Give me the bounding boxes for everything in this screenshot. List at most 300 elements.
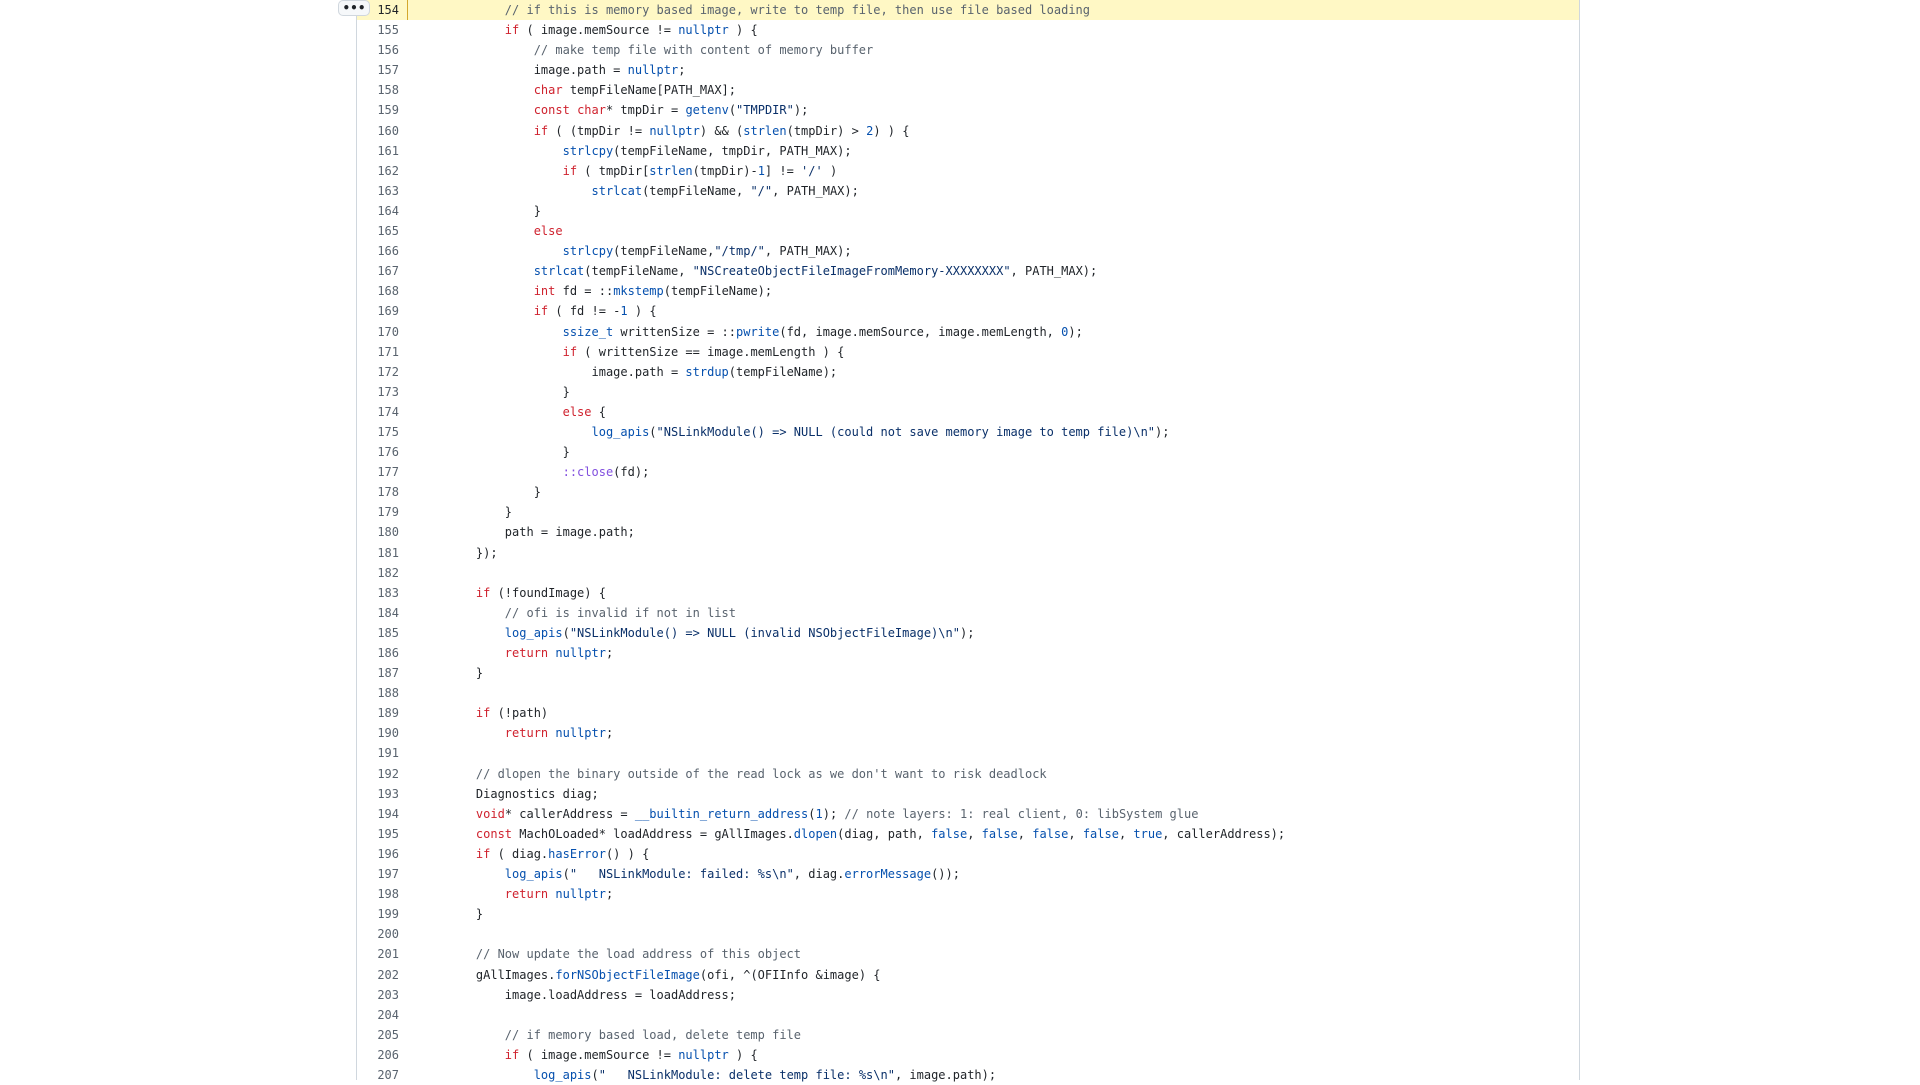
code-token: "/tmp/" — [714, 244, 765, 259]
code-token: ; — [605, 887, 614, 902]
code-text — [447, 904, 483, 924]
code-line — [357, 1025, 1579, 1045]
code-token: // ofi is invalid if not in list — [447, 605, 736, 620]
code-text — [447, 543, 498, 563]
line-number[interactable]: 207 — [377, 1067, 399, 1082]
code-token: ) { — [728, 23, 758, 38]
code-line — [357, 764, 1579, 784]
code-token: const — [533, 103, 570, 118]
code-token: tempFileName[PATH_MAX]; — [562, 83, 736, 98]
line-number[interactable]: 188 — [377, 686, 399, 701]
code-line — [357, 723, 1579, 743]
code-token — [447, 867, 505, 881]
code-token: (!foundImage) { — [490, 585, 606, 600]
code-token: char — [577, 103, 606, 118]
line-number[interactable]: 170 — [377, 324, 399, 339]
code-token: * callerAddress = — [504, 806, 635, 821]
code-text — [447, 784, 599, 804]
code-line — [357, 221, 1579, 241]
code-token: '/' — [801, 163, 823, 178]
code-token: ); — [822, 806, 845, 821]
code-token: if — [475, 585, 491, 600]
code-token: " NSLinkModule: delete temp file: %s\n" — [598, 1067, 895, 1082]
line-number[interactable]: 183 — [377, 585, 399, 600]
line-number[interactable]: 189 — [377, 706, 399, 721]
code-token: return — [504, 646, 549, 660]
code-token: int — [533, 284, 556, 299]
code-line — [357, 1045, 1579, 1065]
code-text — [447, 502, 512, 522]
code-token: ); — [959, 625, 975, 640]
code-line — [357, 583, 1579, 603]
code-text — [447, 141, 852, 161]
code-token — [570, 103, 577, 117]
line-number[interactable]: 206 — [377, 1047, 399, 1062]
code-line — [357, 462, 1579, 482]
code-line — [357, 261, 1579, 281]
line-number[interactable]: 198 — [377, 887, 399, 902]
line-number[interactable]: 158 — [377, 83, 399, 98]
code-token: } — [447, 907, 484, 922]
line-number[interactable]: 165 — [377, 224, 399, 239]
code-line — [357, 201, 1579, 221]
code-token: log_apis — [533, 1067, 592, 1082]
code-token: nullptr — [555, 726, 606, 741]
code-text — [447, 643, 613, 663]
code-token: mkstemp — [613, 284, 664, 299]
code-line — [357, 623, 1579, 643]
code-token: strlcat — [591, 183, 643, 198]
code-text — [447, 221, 563, 241]
highlight-marker — [407, 0, 408, 20]
code-token: // dlopen the binary outside of the read lock as we don't want to risk deadlock — [447, 766, 1047, 781]
code-view — [356, 0, 1580, 1080]
code-text — [447, 402, 606, 422]
line-number[interactable]: 187 — [377, 666, 399, 681]
code-token: ) — [822, 163, 838, 178]
code-token: image.path = — [447, 63, 628, 78]
code-line — [357, 60, 1579, 80]
code-line — [357, 422, 1579, 442]
code-token — [447, 244, 563, 258]
code-token — [447, 184, 592, 198]
code-token: writtenSize = :: — [613, 324, 736, 339]
code-token: // if memory based load, delete temp file — [447, 1027, 802, 1042]
code-text — [447, 422, 1169, 442]
expand-lines-button[interactable] — [338, 0, 370, 16]
line-number[interactable]: 169 — [377, 304, 399, 319]
code-line — [357, 382, 1579, 402]
code-token: (fd); — [613, 465, 650, 480]
code-line — [357, 301, 1579, 321]
code-token: image.path = — [447, 364, 686, 379]
code-token: } — [447, 203, 541, 218]
code-token: ) { — [627, 304, 657, 319]
line-number[interactable]: 202 — [377, 967, 399, 982]
code-token: , diag. — [793, 867, 845, 882]
line-number[interactable]: 197 — [377, 867, 399, 882]
code-text — [447, 864, 960, 884]
code-line — [357, 944, 1579, 964]
code-text — [447, 703, 548, 723]
code-token: if — [562, 163, 578, 178]
code-text — [447, 1065, 996, 1085]
code-token: ( — [728, 103, 737, 118]
code-text — [447, 824, 1285, 844]
line-number[interactable]: 154 — [377, 3, 399, 17]
code-token: log_apis — [591, 424, 650, 439]
code-text — [447, 844, 649, 864]
code-token: false — [931, 826, 968, 841]
code-line — [357, 402, 1579, 422]
code-token: ); — [1068, 324, 1083, 339]
code-text — [447, 462, 649, 482]
code-text — [447, 804, 1198, 824]
code-token: const — [475, 826, 513, 841]
line-number[interactable]: 155 — [377, 23, 399, 38]
code-token: ( diag. — [490, 846, 549, 861]
code-text — [447, 663, 483, 683]
code-token: // note layers: 1: real client, 0: libSystem glue — [844, 806, 1199, 821]
code-line — [357, 743, 1579, 763]
code-token: if — [533, 304, 549, 319]
code-token: ( — [562, 625, 570, 640]
line-number[interactable]: 156 — [377, 43, 399, 58]
line-number[interactable]: 184 — [377, 605, 399, 620]
code-token: log_apis — [504, 625, 563, 640]
code-token: ( — [649, 424, 657, 439]
code-token — [447, 264, 534, 278]
line-number[interactable]: 194 — [377, 806, 399, 821]
line-number[interactable]: 167 — [377, 264, 399, 279]
code-token: false — [1082, 826, 1119, 841]
code-text — [447, 181, 859, 201]
code-line — [357, 884, 1579, 904]
line-number[interactable]: 196 — [377, 846, 399, 861]
line-number[interactable]: 172 — [377, 364, 399, 379]
code-token: char — [533, 83, 563, 98]
code-token — [447, 847, 476, 861]
line-number[interactable]: 185 — [377, 625, 399, 640]
line-number[interactable]: 161 — [377, 143, 399, 158]
code-text — [447, 1045, 758, 1065]
code-line — [357, 1065, 1579, 1085]
code-token: (fd, image.memSource, image.memLength, — [779, 324, 1062, 339]
code-text — [447, 764, 1047, 784]
code-text — [447, 100, 808, 120]
line-number[interactable]: 179 — [377, 505, 399, 520]
code-token: return — [504, 726, 549, 741]
code-token: strlcpy — [562, 143, 614, 158]
code-token — [447, 103, 534, 117]
line-number[interactable]: 200 — [377, 927, 399, 942]
code-token: if — [562, 344, 578, 359]
line-number[interactable]: 166 — [377, 244, 399, 259]
code-token: * tmpDir = — [605, 103, 686, 118]
code-text — [447, 623, 974, 643]
code-line — [357, 502, 1579, 522]
code-line — [357, 844, 1579, 864]
code-token: } — [447, 485, 541, 500]
line-number[interactable]: 201 — [377, 947, 399, 962]
code-line — [357, 181, 1579, 201]
code-token — [447, 807, 476, 821]
code-token: strlen — [743, 123, 787, 138]
code-token: if — [504, 1047, 520, 1062]
code-token — [447, 284, 534, 298]
code-token: gAllImages. — [447, 967, 556, 982]
line-number[interactable]: 176 — [377, 445, 399, 460]
code-line — [357, 40, 1579, 60]
code-token: strlcat — [533, 264, 585, 279]
code-text — [447, 20, 758, 40]
code-token: } — [447, 505, 513, 520]
code-token: ( (tmpDir != — [548, 123, 650, 138]
code-token: "/" — [750, 183, 773, 198]
code-token: strlen — [649, 163, 693, 178]
code-token — [447, 887, 505, 901]
code-line — [357, 924, 1579, 944]
line-number[interactable]: 180 — [377, 525, 399, 540]
code-token — [447, 164, 563, 178]
code-token: (!path) — [490, 706, 549, 721]
code-token: (tempFileName, tmpDir, PATH_MAX); — [613, 143, 852, 158]
line-number[interactable]: 193 — [377, 786, 399, 801]
code-line — [357, 80, 1579, 100]
code-text — [447, 944, 801, 964]
code-token: () ) { — [605, 846, 650, 861]
code-token: // make temp file with content of memory buffer — [447, 43, 874, 58]
code-token: true — [1133, 826, 1163, 841]
code-token: false — [981, 826, 1018, 841]
code-token: "NSLinkModule() => NULL (could not save memory image to temp file)\n" — [656, 424, 1156, 439]
code-token: ( — [591, 1067, 599, 1082]
code-token: void — [475, 806, 505, 821]
code-line — [357, 703, 1579, 723]
code-line — [357, 342, 1579, 362]
code-text — [447, 382, 570, 402]
code-line — [357, 784, 1579, 804]
code-line — [357, 543, 1579, 563]
code-token: } — [447, 666, 484, 681]
code-token: , — [1068, 826, 1083, 841]
code-text — [447, 80, 736, 100]
line-number[interactable]: 175 — [377, 424, 399, 439]
code-token: ssize_t — [562, 324, 614, 339]
line-number[interactable]: 204 — [377, 1007, 399, 1022]
code-token: else — [533, 224, 563, 239]
code-token: 1 — [815, 806, 823, 821]
code-text — [447, 121, 909, 141]
code-token: , PATH_MAX); — [772, 183, 859, 198]
line-number[interactable]: 191 — [377, 746, 399, 761]
code-token — [447, 827, 476, 841]
code-token: ) ) { — [873, 123, 910, 138]
line-number[interactable]: 181 — [377, 545, 399, 560]
code-token: nullptr — [649, 123, 700, 138]
line-number[interactable]: 171 — [377, 344, 399, 359]
code-token: ( — [562, 867, 570, 882]
line-number[interactable]: 157 — [377, 63, 399, 78]
code-text — [447, 241, 852, 261]
line-number[interactable]: 163 — [377, 183, 399, 198]
code-line — [357, 603, 1579, 623]
line-number[interactable]: 174 — [377, 404, 399, 419]
code-token: (tmpDir)- — [692, 163, 758, 178]
code-token — [447, 726, 505, 740]
code-token: ) { — [728, 1047, 758, 1062]
code-token: ::close — [562, 465, 614, 480]
code-token: // Now update the load address of this object — [447, 947, 802, 962]
code-line — [357, 824, 1579, 844]
code-text — [447, 603, 736, 623]
code-text — [447, 965, 881, 985]
code-token: , image.path); — [894, 1067, 997, 1082]
code-text — [447, 261, 1097, 281]
code-token: 1 — [757, 163, 765, 178]
code-token: forNSObjectFileImage — [555, 967, 700, 982]
line-number[interactable]: 168 — [377, 284, 399, 299]
code-text — [447, 322, 1083, 342]
line-number[interactable]: 205 — [377, 1027, 399, 1042]
code-token: , — [1118, 826, 1134, 841]
code-line — [357, 804, 1579, 824]
code-token: ( — [808, 806, 816, 821]
code-token: ); — [1155, 424, 1170, 439]
code-token: (diag, path, — [837, 826, 932, 841]
line-number[interactable]: 182 — [377, 565, 399, 580]
code-token: if — [533, 123, 549, 138]
code-token: return — [504, 887, 549, 902]
line-number[interactable]: 162 — [377, 163, 399, 178]
code-line — [357, 141, 1579, 161]
code-token: nullptr — [555, 887, 606, 902]
code-token — [447, 325, 563, 339]
line-number[interactable]: 190 — [377, 726, 399, 741]
code-token: ( tmpDir[ — [577, 163, 650, 178]
code-token: ; — [605, 646, 614, 660]
code-line — [357, 20, 1579, 40]
code-token — [447, 144, 563, 158]
code-token: 0 — [1061, 324, 1069, 339]
line-number[interactable]: 178 — [377, 485, 399, 500]
code-token: { — [591, 404, 606, 419]
code-token: ) && ( — [699, 123, 744, 138]
more-dots-icon: ••• — [342, 1, 366, 15]
code-token: ; — [605, 726, 614, 741]
code-line — [357, 442, 1579, 462]
line-number[interactable]: 164 — [377, 203, 399, 218]
code-text — [447, 583, 606, 603]
code-token — [447, 124, 534, 138]
code-token: "NSCreateObjectFileImageFromMemory-XXXXXXXX" — [692, 264, 1011, 279]
code-token: "NSLinkModule() => NULL (invalid NSObjectFileImage)\n" — [569, 625, 960, 640]
code-token — [447, 706, 476, 720]
code-token: ); — [793, 103, 809, 118]
code-line — [357, 100, 1579, 120]
code-token — [447, 83, 534, 97]
code-token: nullptr — [678, 23, 729, 38]
code-token: ( image.memSource != — [519, 23, 679, 38]
code-token: ( writtenSize == image.memLength ) { — [577, 344, 845, 359]
code-token: "TMPDIR" — [736, 103, 794, 118]
code-token: getenv — [685, 103, 729, 118]
code-line — [357, 643, 1579, 663]
code-token: __builtin_return_address — [634, 806, 809, 821]
line-number[interactable]: 159 — [377, 103, 399, 118]
code-token: dlopen — [793, 826, 838, 841]
code-token: " NSLinkModule: failed: %s\n" — [569, 867, 794, 882]
line-number[interactable]: 186 — [377, 646, 399, 660]
code-line — [357, 522, 1579, 542]
code-line — [357, 322, 1579, 342]
code-token — [447, 224, 534, 238]
code-text — [447, 60, 685, 80]
code-token: log_apis — [504, 867, 563, 882]
code-text — [447, 482, 541, 502]
code-token: , — [1017, 826, 1033, 841]
code-token: if — [475, 846, 491, 861]
code-token: ( image.memSource != — [519, 1047, 679, 1062]
code-token — [447, 304, 534, 318]
code-line — [357, 161, 1579, 181]
code-text — [447, 301, 657, 321]
code-line — [357, 683, 1579, 703]
code-token — [447, 646, 505, 660]
code-text — [447, 985, 736, 1005]
code-token: (tempFileName); — [728, 364, 838, 379]
code-token: (tempFileName); — [663, 284, 773, 299]
code-line — [357, 563, 1579, 583]
code-token: Diagnostics diag; — [447, 786, 599, 801]
code-text — [447, 0, 1090, 20]
code-token: nullptr — [627, 63, 679, 78]
code-token: (ofi, ^(OFIInfo &image) { — [699, 967, 881, 982]
code-text — [447, 522, 635, 542]
code-token: 1 — [620, 304, 628, 319]
code-token: (tempFileName, — [584, 264, 693, 279]
code-token: path = image.path; — [447, 525, 635, 540]
line-number[interactable]: 195 — [377, 826, 399, 841]
code-token: }); — [447, 545, 498, 560]
line-number[interactable]: 160 — [377, 123, 399, 138]
line-number[interactable]: 177 — [377, 465, 399, 480]
line-number[interactable]: 173 — [377, 384, 399, 399]
code-text — [447, 201, 541, 221]
code-token: , — [967, 826, 982, 841]
code-token: if — [504, 23, 520, 38]
line-number[interactable]: 199 — [377, 907, 399, 922]
code-token: ()); — [931, 867, 960, 882]
code-text — [447, 362, 837, 382]
code-token: nullptr — [555, 646, 606, 660]
code-text — [447, 1025, 801, 1045]
code-token: fd = :: — [555, 284, 614, 299]
code-token: , callerAddress); — [1162, 826, 1286, 841]
code-line — [357, 864, 1579, 884]
code-token: strlcpy — [562, 244, 614, 259]
code-text — [447, 342, 844, 362]
line-number[interactable]: 192 — [377, 766, 399, 781]
code-token — [447, 405, 563, 419]
code-token: hasError — [548, 846, 606, 861]
code-token: MachOLoaded* loadAddress = gAllImages. — [512, 826, 794, 841]
code-text — [447, 40, 873, 60]
line-number[interactable]: 203 — [377, 987, 399, 1002]
code-line — [357, 1005, 1579, 1025]
code-token: ( fd != - — [548, 304, 621, 319]
code-line — [357, 241, 1579, 261]
